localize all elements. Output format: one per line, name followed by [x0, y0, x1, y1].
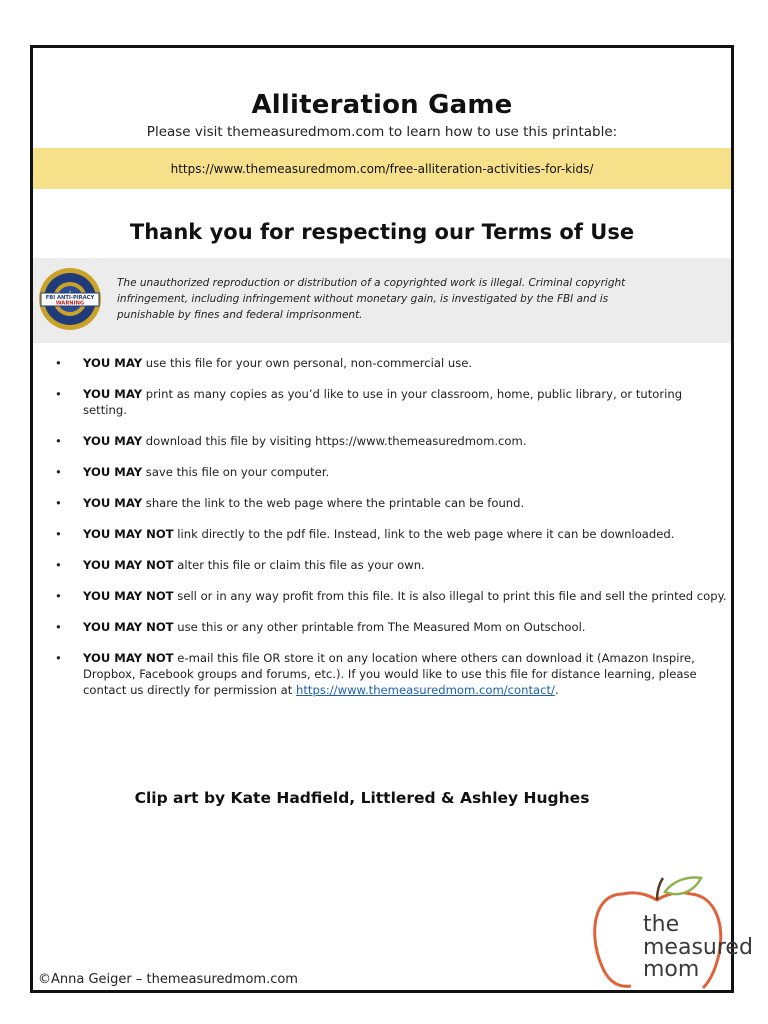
- url-banner: [33, 148, 731, 189]
- term-text: alter this file or claim this file as your own.: [173, 558, 425, 572]
- page-subtitle: Please visit themeasuredmom.com to learn how to use this printable:: [146, 124, 618, 140]
- term-lead: YOU MAY NOT: [83, 651, 174, 665]
- bullet: •: [55, 356, 62, 370]
- term-lead: YOU MAY: [83, 356, 143, 370]
- term-lead: YOU MAY NOT: [83, 558, 174, 572]
- term-lead: YOU MAY: [83, 496, 143, 510]
- logo-line-2: measured: [643, 935, 753, 960]
- logo-line-3: mom: [643, 957, 700, 982]
- activity-url[interactable]: https://www.themeasuredmom.com/free-alliteration-activities-for-kids/: [170, 161, 594, 176]
- terms-list-item: [55, 650, 727, 698]
- fbi-seal-icon: [37, 266, 103, 332]
- measured-mom-logo: [583, 874, 753, 992]
- bullet: •: [55, 527, 62, 541]
- logo-line-1: the: [643, 912, 680, 937]
- terms-list-item: [55, 464, 727, 480]
- term-text: link directly to the pdf file. Instead, link to the web page where it can be downloaded.: [173, 527, 675, 541]
- term-text: sell or in any way profit from this file. It is also illegal to print this file and sell the printed copy.: [173, 589, 727, 603]
- terms-list-item: [55, 386, 727, 418]
- terms-list-item: [55, 526, 727, 542]
- term-lead: YOU MAY NOT: [83, 527, 174, 541]
- contact-link[interactable]: https://www.themeasuredmom.com/contact/: [296, 683, 555, 697]
- terms-list-item: [55, 619, 727, 635]
- terms-heading: Thank you for respecting our Terms of Use: [129, 220, 635, 244]
- bullet: •: [55, 496, 62, 510]
- seal-text-bottom: WARNING: [55, 300, 85, 307]
- copyright-footer: ©Anna Geiger – themeasuredmom.com: [38, 972, 298, 987]
- term-text: use this file for your own personal, non-commercial use.: [142, 356, 473, 370]
- page-frame: [30, 45, 753, 993]
- term-text: share the link to the web page where the printable can be found.: [142, 496, 525, 510]
- term-lead: YOU MAY: [83, 434, 143, 448]
- fbi-warning-text: The unauthorized reproduction or distribution of a copyrighted work is illegal. Criminal copyright infringement, including infringement without monetary gain, is investigated by the FBI and is punishable by fines and federal imprisonment.: [117, 277, 626, 321]
- bullet: •: [55, 434, 62, 448]
- terms-list-item: [55, 433, 727, 449]
- terms-list-item: [55, 495, 727, 511]
- terms-list: [55, 355, 727, 713]
- page-title: Alliteration Game: [251, 90, 513, 120]
- fbi-warning-band: [33, 258, 731, 343]
- terms-list-item: [55, 557, 727, 573]
- clip-art-credit: Clip art by Kate Hadfield, Littlered & Ashley Hughes: [134, 789, 590, 807]
- term-text: e-mail this file OR store it on any location where others can download it (Amazon Inspire, Dropbox, Facebook groups and forums, etc.). If you would like to use this file for distance learning, please contact us directly for permission at: [83, 651, 697, 697]
- bullet: •: [55, 558, 62, 572]
- terms-list-item: [55, 355, 727, 371]
- bullet: •: [55, 620, 62, 634]
- term-text: download this file by visiting https://www.themeasuredmom.com.: [142, 434, 527, 448]
- term-text: print as many copies as you’d like to use in your classroom, home, public library, or tutoring setting.: [83, 387, 683, 417]
- bullet: •: [55, 651, 62, 665]
- terms-list-item: [55, 588, 727, 604]
- bullet: •: [55, 465, 62, 479]
- term-lead: YOU MAY NOT: [83, 620, 174, 634]
- bullet: •: [55, 589, 62, 603]
- term-tail: .: [554, 683, 559, 697]
- term-lead: YOU MAY: [83, 387, 143, 401]
- term-text: use this or any other printable from The Measured Mom on Outschool.: [173, 620, 586, 634]
- seal-text-top: FBI ANTI-PIRACY: [45, 295, 95, 301]
- term-text: save this file on your computer.: [142, 465, 330, 479]
- bullet: •: [55, 387, 62, 401]
- term-lead: YOU MAY: [83, 465, 143, 479]
- term-lead: YOU MAY NOT: [83, 589, 174, 603]
